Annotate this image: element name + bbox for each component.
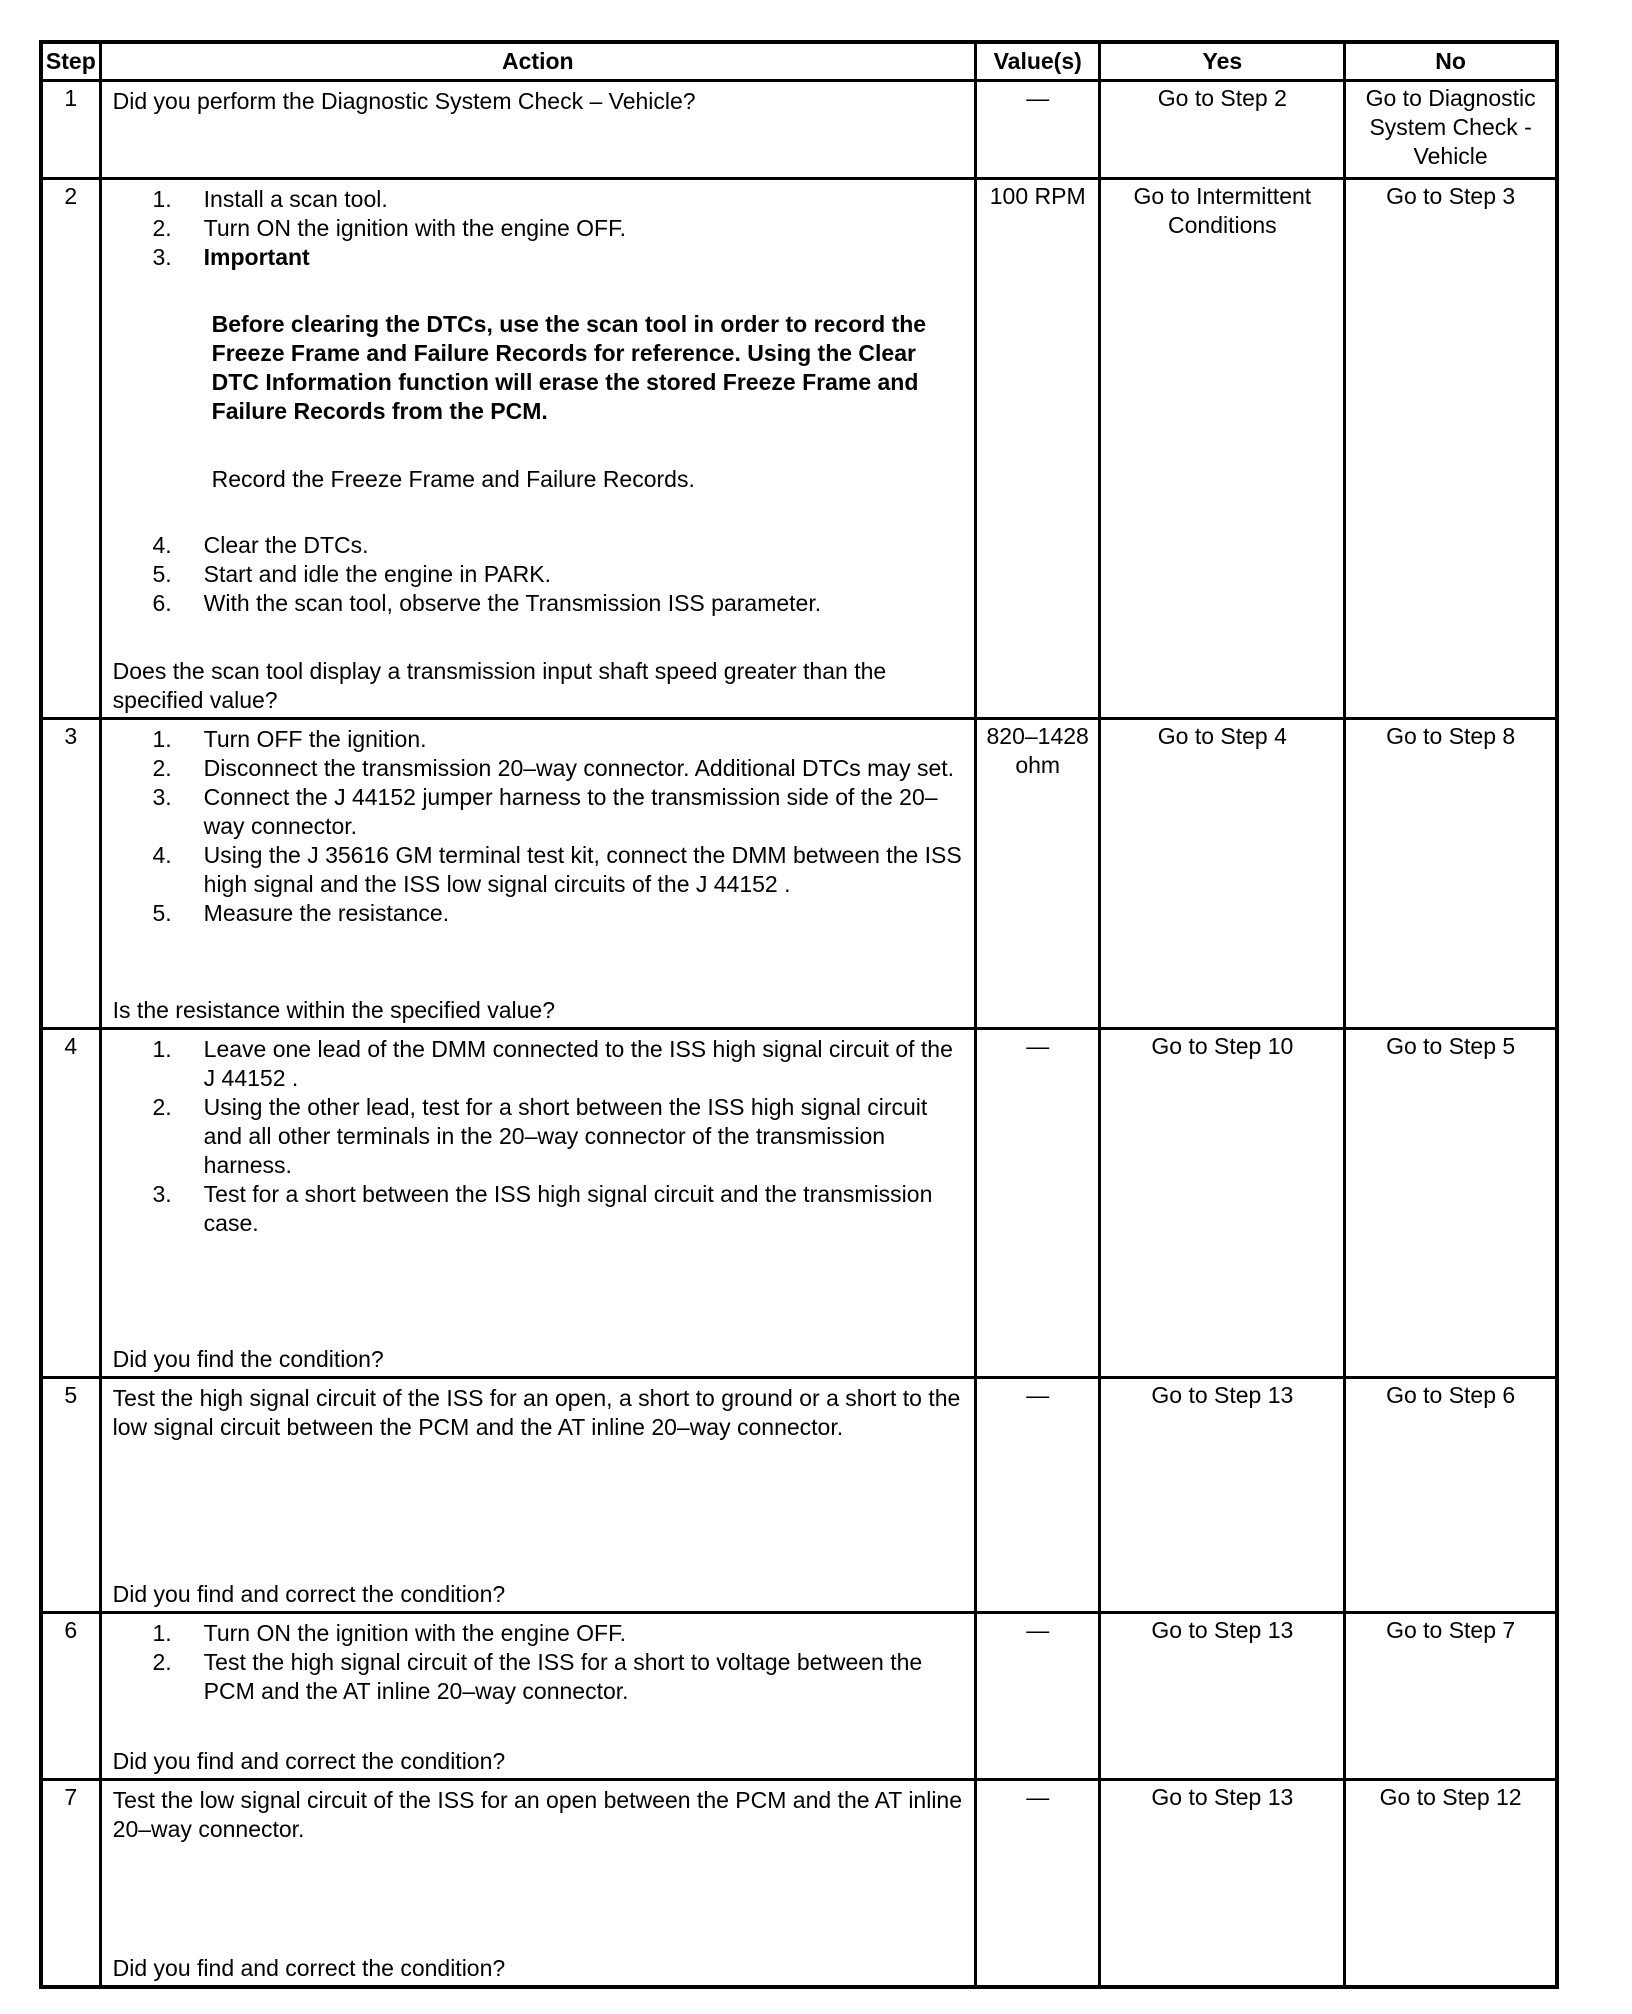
step-number: 7	[41, 1780, 100, 1987]
list-item: 1. Leave one lead of the DMM connected to the ISS high signal circuit of the J 44152 .	[152, 1036, 953, 1091]
yes-cell: Go to Step 10	[1100, 1029, 1345, 1378]
action-cell	[100, 81, 975, 179]
no-cell: Go to Step 6	[1345, 1378, 1557, 1613]
step-number: 4	[41, 1029, 100, 1378]
no-cell: Go to Step 7	[1345, 1613, 1557, 1780]
instruction-list	[113, 725, 963, 928]
table-row	[41, 1613, 1557, 1780]
table-row	[41, 1780, 1557, 1987]
action-cell	[100, 1029, 975, 1378]
table-row	[41, 179, 1557, 719]
action-intro: Test the low signal circuit of the ISS for an open between the PCM and the AT inline 20–way connector.	[112, 1787, 963, 1842]
yes-cell: Go to Step 4	[1100, 719, 1345, 1029]
header-action: Action	[100, 42, 975, 81]
yes-cell: Go to Step 13	[1100, 1780, 1345, 1987]
action-cell	[100, 1780, 975, 1987]
action-question: Did you find and correct the condition?	[112, 1581, 506, 1607]
table-row	[41, 719, 1557, 1029]
table-row	[41, 1378, 1557, 1613]
list-item: 3. Test for a short between the ISS high signal circuit and the transmission case.	[152, 1181, 933, 1236]
action-question: Does the scan tool display a transmission input shaft speed greater than the specified value?	[112, 658, 887, 713]
action-question: Did you find the condition?	[112, 1346, 384, 1372]
value-cell: —	[975, 1378, 1099, 1613]
no-cell: Go to Step 3	[1345, 179, 1557, 719]
value-cell: —	[975, 1613, 1099, 1780]
action-intro: Test the high signal circuit of the ISS for an open, a short to ground or a short to the low signal circuit between the PCM and the AT inline 20–way connector.	[112, 1385, 961, 1440]
value-cell: 100 RPM	[975, 179, 1099, 719]
instruction-list	[113, 1035, 963, 1238]
list-item: 5. Start and idle the engine in PARK.	[152, 561, 552, 587]
yes-cell: Go to Step 13	[1100, 1378, 1345, 1613]
step-number: 2	[41, 179, 100, 719]
list-item: 1. Install a scan tool.	[152, 186, 388, 212]
list-item: 6. With the scan tool, observe the Transmission ISS parameter.	[152, 590, 822, 616]
record-instruction: Record the Freeze Frame and Failure Records.	[211, 466, 695, 492]
list-item: 4. Clear the DTCs.	[152, 532, 369, 558]
list-item: 4. Using the J 35616 GM terminal test kit, connect the DMM between the ISS high signal and the ISS low signal circuits of the J 44152 .	[152, 842, 962, 897]
list-item: 1. Turn ON the ignition with the engine OFF.	[152, 1620, 626, 1646]
list-item: 5. Measure the resistance.	[152, 900, 450, 926]
list-item: 3. Connect the J 44152 jumper harness to the transmission side of the 20–way connector.	[152, 784, 938, 839]
table-row	[41, 81, 1557, 179]
step-number: 1	[41, 81, 100, 179]
important-note: Before clearing the DTCs, use the scan tool in order to record the Freeze Frame and Failure Records for reference. Using the Clear DTC Information function will erase the stored Freeze Frame and Failure Records from the PCM.	[211, 311, 927, 424]
list-item: 2. Test the high signal circuit of the ISS for a short to voltage between the PCM and the AT inline 20–way connector.	[152, 1649, 923, 1704]
instruction-list	[113, 185, 963, 272]
no-cell: Go to Step 12	[1345, 1780, 1557, 1987]
list-item: 2. Using the other lead, test for a short between the ISS high signal circuit and all other terminals in the 20–way connector of the transmission harness.	[152, 1094, 928, 1178]
no-cell: Go to Diagnostic System Check - Vehicle	[1345, 81, 1557, 179]
value-cell: —	[975, 1029, 1099, 1378]
action-cell	[100, 719, 975, 1029]
action-question: Is the resistance within the specified value?	[112, 997, 556, 1023]
instruction-list	[113, 531, 963, 618]
instruction-list	[113, 1619, 963, 1706]
header-values: Value(s)	[975, 42, 1099, 81]
action-cell	[100, 1613, 975, 1780]
list-item: 2. Disconnect the transmission 20–way connector. Additional DTCs may set.	[152, 755, 955, 781]
table-row	[41, 1029, 1557, 1378]
step-number: 6	[41, 1613, 100, 1780]
header-step: Step	[41, 42, 100, 81]
action-cell	[100, 1378, 975, 1613]
action-question: Did you perform the Diagnostic System Check – Vehicle?	[112, 88, 696, 114]
yes-cell: Go to Step 2	[1100, 81, 1345, 179]
diagnostic-table	[39, 40, 1559, 1989]
no-cell: Go to Step 8	[1345, 719, 1557, 1029]
header-no: No	[1345, 42, 1557, 81]
header-row	[41, 42, 1557, 81]
value-cell: —	[975, 81, 1099, 179]
action-question: Did you find and correct the condition?	[112, 1954, 506, 1981]
value-cell: 820–1428 ohm	[975, 719, 1099, 1029]
step-number: 3	[41, 719, 100, 1029]
list-item: 3. Important	[152, 244, 310, 270]
yes-cell: Go to Intermittent Conditions	[1100, 179, 1345, 719]
yes-cell: Go to Step 13	[1100, 1613, 1345, 1780]
action-cell	[100, 179, 975, 719]
list-item: 2. Turn ON the ignition with the engine OFF.	[152, 215, 626, 241]
value-cell: —	[975, 1780, 1099, 1987]
header-yes: Yes	[1100, 42, 1345, 81]
no-cell: Go to Step 5	[1345, 1029, 1557, 1378]
step-number: 5	[41, 1378, 100, 1613]
list-item: 1. Turn OFF the ignition.	[152, 726, 427, 752]
action-question: Did you find and correct the condition?	[112, 1748, 506, 1774]
